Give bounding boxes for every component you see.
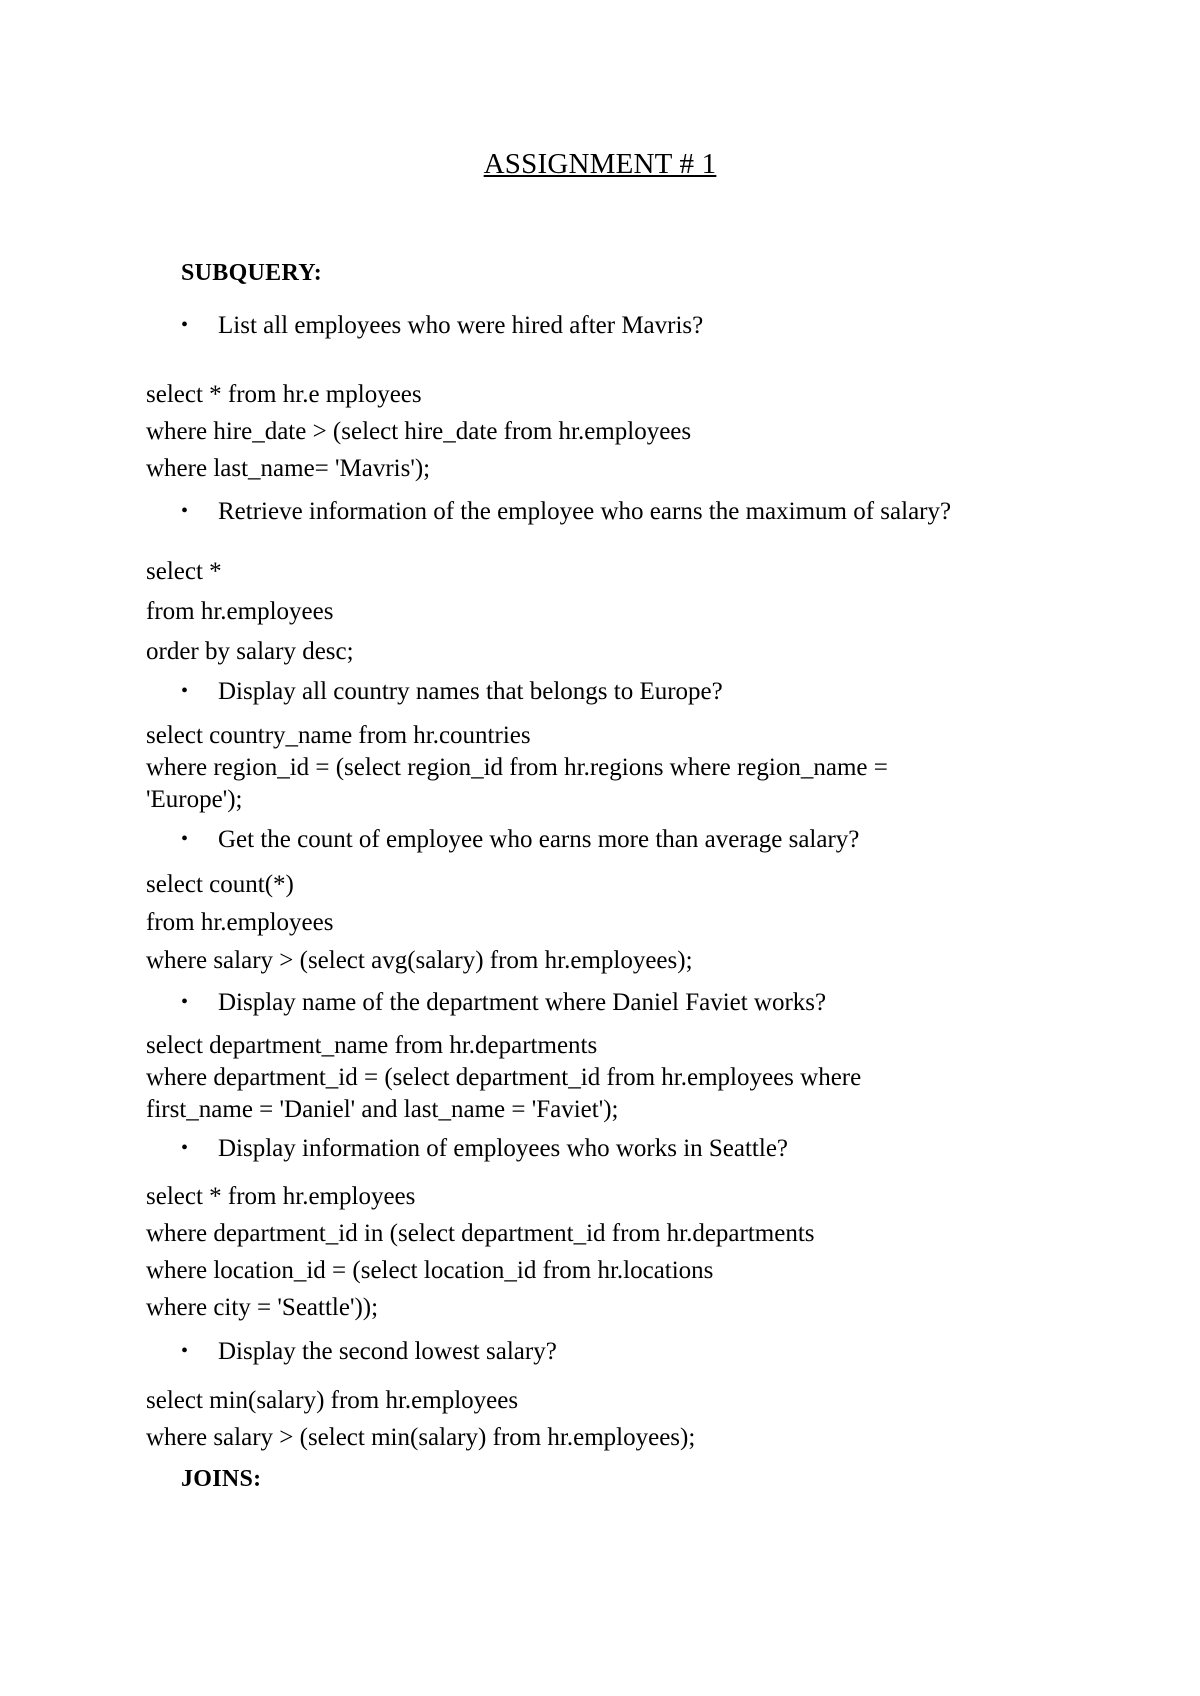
bullet-icon: • xyxy=(181,680,189,702)
sql-line: select min(salary) from hr.employees xyxy=(146,1387,519,1414)
sql-line: where department_id = (select department_id from hr.employees where xyxy=(146,1064,862,1091)
question-item xyxy=(181,826,859,854)
bullet-icon: • xyxy=(181,991,189,1013)
bullet-icon: • xyxy=(181,1340,189,1362)
sql-block xyxy=(146,1030,861,1126)
bullet-icon: • xyxy=(181,828,189,850)
bullet-icon: • xyxy=(181,500,189,522)
sql-line: 'Europe'); xyxy=(146,786,243,813)
question-item xyxy=(181,312,703,340)
bullet-icon: • xyxy=(181,1137,189,1159)
sql-line: where city = 'Seattle')); xyxy=(146,1294,379,1321)
sql-block xyxy=(146,376,691,487)
question-text: Display the second lowest salary? xyxy=(218,1338,557,1365)
sql-line: select country_name from hr.countries xyxy=(146,722,531,749)
sql-line: from hr.employees xyxy=(146,598,334,625)
question-item xyxy=(181,498,951,526)
question-text: List all employees who were hired after Mavris? xyxy=(218,312,704,339)
sql-block xyxy=(146,1382,695,1456)
question-item xyxy=(181,989,826,1017)
question-text: Retrieve information of the employee who earns the maximum of salary? xyxy=(218,498,952,525)
question-item xyxy=(181,1135,788,1163)
question-text: Display information of employees who works in Seattle? xyxy=(218,1135,789,1162)
sql-block xyxy=(146,552,354,672)
sql-line: where location_id = (select location_id from hr.locations xyxy=(146,1257,714,1284)
sql-line: select department_name from hr.departments xyxy=(146,1032,598,1059)
question-item xyxy=(181,678,723,706)
sql-line: first_name = 'Daniel' and last_name = 'Faviet'); xyxy=(146,1096,619,1123)
sql-block xyxy=(146,1178,815,1326)
question-text: Get the count of employee who earns more than average salary? xyxy=(218,826,860,853)
document-title: ASSIGNMENT # 1 xyxy=(483,148,717,180)
section-heading-joins: JOINS: xyxy=(181,1466,262,1492)
sql-line: where hire_date > (select hire_date from hr.employees xyxy=(146,418,692,445)
question-text: Display name of the department where Daniel Faviet works? xyxy=(218,989,827,1016)
sql-line: where last_name= 'Mavris'); xyxy=(146,455,431,482)
bullet-icon: • xyxy=(181,314,189,336)
sql-block xyxy=(146,866,693,980)
sql-line: where salary > (select avg(salary) from hr.employees); xyxy=(146,947,693,974)
sql-line: where department_id in (select department_id from hr.departments xyxy=(146,1220,815,1247)
sql-line: from hr.employees xyxy=(146,909,334,936)
sql-line: select * from hr.e mployees xyxy=(146,381,422,408)
sql-line: where salary > (select min(salary) from hr.employees); xyxy=(146,1424,696,1451)
question-item xyxy=(181,1338,557,1366)
sql-line: where region_id = (select region_id from hr.regions where region_name = xyxy=(146,754,888,781)
sql-line: order by salary desc; xyxy=(146,638,354,665)
sql-line: select * xyxy=(146,558,222,585)
sql-line: select count(*) xyxy=(146,871,294,898)
question-text: Display all country names that belongs to Europe? xyxy=(218,678,723,705)
sql-block xyxy=(146,720,888,816)
sql-line: select * from hr.employees xyxy=(146,1183,416,1210)
section-heading-subquery: SUBQUERY: xyxy=(181,260,323,286)
